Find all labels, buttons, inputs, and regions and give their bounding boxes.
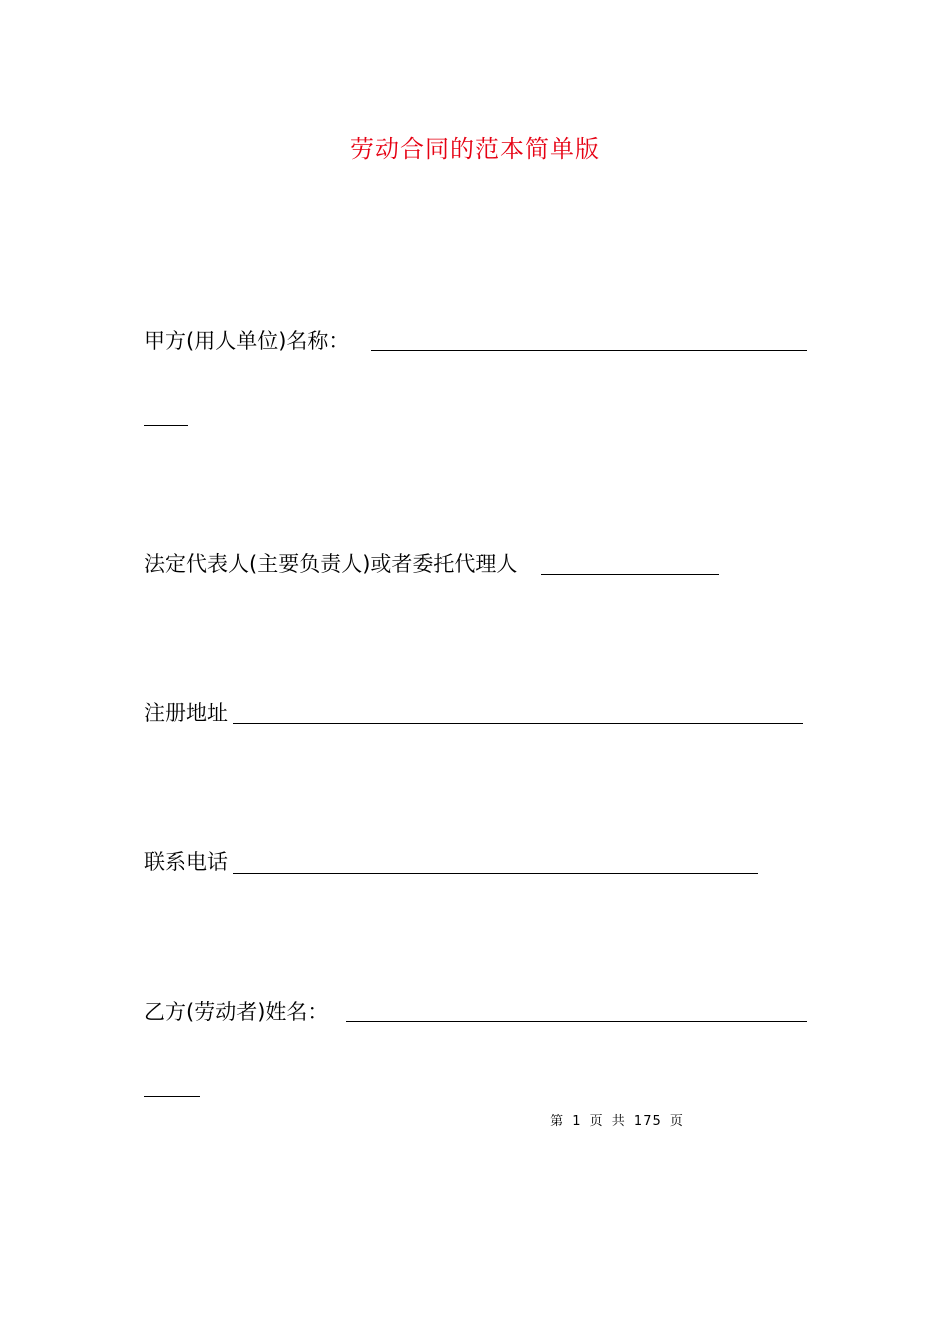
employee-name-blank[interactable]: [346, 1021, 807, 1022]
employer-name-label: 甲方(用人单位)名称：: [144, 329, 350, 353]
employee-name-label: 乙方(劳动者)姓名：: [144, 1000, 329, 1024]
phone-field: [144, 847, 228, 877]
employee-name-field: [144, 997, 328, 1027]
employer-name-blank[interactable]: [371, 350, 807, 351]
employer-name-blank-continued[interactable]: [144, 425, 188, 426]
legal-rep-label: 法定代表人(主要负责人)或者委托代理人: [144, 552, 518, 576]
legal-rep-field: [144, 549, 517, 579]
page-number: 第 1 页 共 175 页: [550, 1114, 684, 1129]
legal-rep-blank[interactable]: [541, 574, 719, 575]
employee-name-blank-continued[interactable]: [144, 1096, 200, 1097]
phone-blank[interactable]: [233, 873, 758, 874]
registered-address-label: 注册地址: [144, 701, 228, 725]
document-title: 劳动合同的范本简单版: [350, 135, 600, 163]
registered-address-blank[interactable]: [233, 723, 803, 724]
phone-label: 联系电话: [144, 850, 228, 874]
registered-address-field: [144, 698, 228, 728]
employer-name-field: [144, 326, 349, 356]
